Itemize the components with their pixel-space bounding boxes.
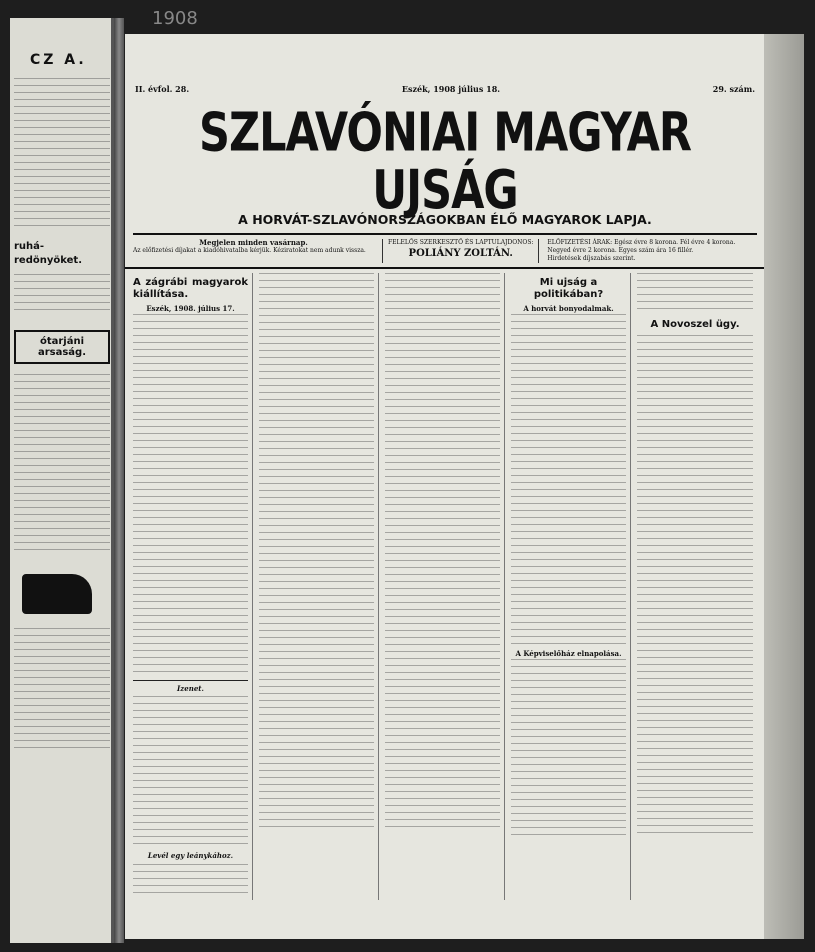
left-page-header: CZ A. <box>30 52 87 68</box>
column-3 <box>385 273 505 900</box>
date-label: Eszék, 1908 július 18. <box>401 84 501 94</box>
article-title: A zágrábi magyarok kiállítása. <box>133 277 248 300</box>
boot-ad-icon <box>22 574 92 614</box>
left-page-ad-heading: ruhá-redönyöket. <box>14 241 82 266</box>
letter-title: Levél egy leánykához. <box>147 851 234 861</box>
column-5 <box>637 273 757 900</box>
issue-number: 29. szám. <box>712 84 755 94</box>
article-byline: Eszék, 1908. július 17. <box>146 304 235 313</box>
info-bar <box>125 235 765 269</box>
book-binding <box>114 18 124 943</box>
handwritten-annotation: 1908 <box>152 8 198 29</box>
left-page-ad-box: ótarjáni arsaság. <box>14 330 110 364</box>
masthead-topbar <box>125 34 765 94</box>
column-1 <box>133 273 253 900</box>
editor-label: FELELŐS SZERKESZTŐ ÉS LAPTULAJDONOS: <box>387 239 534 246</box>
ad-pricing-note: Hirdetések díjszabás szerint. <box>547 255 636 262</box>
article-columns <box>125 269 765 904</box>
publication-schedule: Megjelen minden vasárnap. <box>199 238 308 247</box>
newspaper-title: SZLAVÓNIAI MAGYAR UJSÁG <box>198 101 692 222</box>
subscription-prices: ELŐFIZETÉSI ÁRAK: Egész évre 8 korona. Fél évre 4 korona. Negyed évre 2 korona. Egyes szám ára 16 fillér. <box>547 239 736 254</box>
newspaper-subtitle: A HORVÁT-SZLAVÓNORSZÁGOKBAN ÉLŐ MAGYAROK LAPJA. <box>238 212 652 227</box>
edition-label: II. évfol. 28. <box>135 84 190 94</box>
column-4 <box>511 273 631 900</box>
newspaper-page <box>124 34 765 939</box>
article-title: A Novoszel ügy. <box>650 319 740 330</box>
page-stack-edge <box>764 34 804 939</box>
publication-note: Az előfizetési díjakat a kiadóhivatalba kérjük. Kéziratokat nem adunk vissza. <box>133 247 366 254</box>
article-title: Mi ujság a politikában? <box>533 277 604 300</box>
article-subtitle: A Képviselőház elnapolása. <box>515 649 622 659</box>
poem-title: Izenet. <box>177 684 204 694</box>
article-subtitle: A horvát bonyodalmak. <box>523 304 614 313</box>
left-page-fragment <box>10 18 114 943</box>
column-2 <box>259 273 379 900</box>
editor-name: POLIÁNY ZOLTÁN. <box>408 248 513 259</box>
